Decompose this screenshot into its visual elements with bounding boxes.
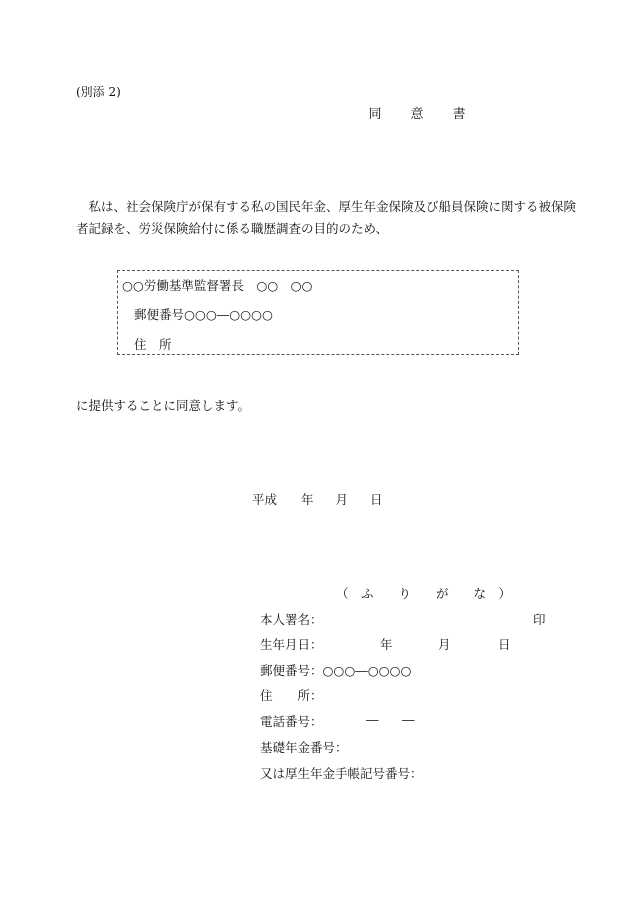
date-day: 日 [370,492,383,507]
date-row [252,490,383,508]
recipient-office: ○○労働基準監督署長 ○○ ○○ [122,278,313,293]
birth-month-label: 月 [438,637,451,652]
postal-code-label: 郵便番号：○○○―○○○○ [260,663,412,678]
document-title-text: 同 意 書 [368,107,467,122]
consent-body-paragraph: 私は、社会保険庁が保有する私の国民年金、厚生年金保険及び船員保険に関する被保険者記録を、労災保険給付に係る職歴調査の目的のため、 [76,199,577,236]
recipient-postal-code: 郵便番号○○○―○○○○ [134,307,273,322]
basic-pension-number-label: 基礎年金番号： [260,740,348,755]
birth-date-label: 生年月日： [260,637,323,652]
seal-mark: 印 [533,612,546,627]
pension-book-number-label: 又は厚生年金手帳記号番号： [260,766,423,781]
date-era: 平成 [252,492,278,507]
birth-day-label: 日 [498,637,511,652]
signature-label: 本人署名： [260,612,323,627]
phone-separator-1: ― [366,712,379,727]
date-year: 年 [301,492,314,507]
consent-statement: に提供することに同意します。 [76,398,251,413]
birth-year-label: 年 [380,637,393,652]
date-month: 月 [335,492,349,507]
address-label: 住 所： [260,688,323,703]
phone-label: 電話番号： [260,714,323,729]
phone-separator-2: ― [402,712,415,727]
attachment-label: (別添 2) [76,85,121,99]
furigana-label: （ ふ り が な ） [336,586,512,601]
recipient-address: 住 所 [134,337,172,352]
document-title [0,103,630,122]
